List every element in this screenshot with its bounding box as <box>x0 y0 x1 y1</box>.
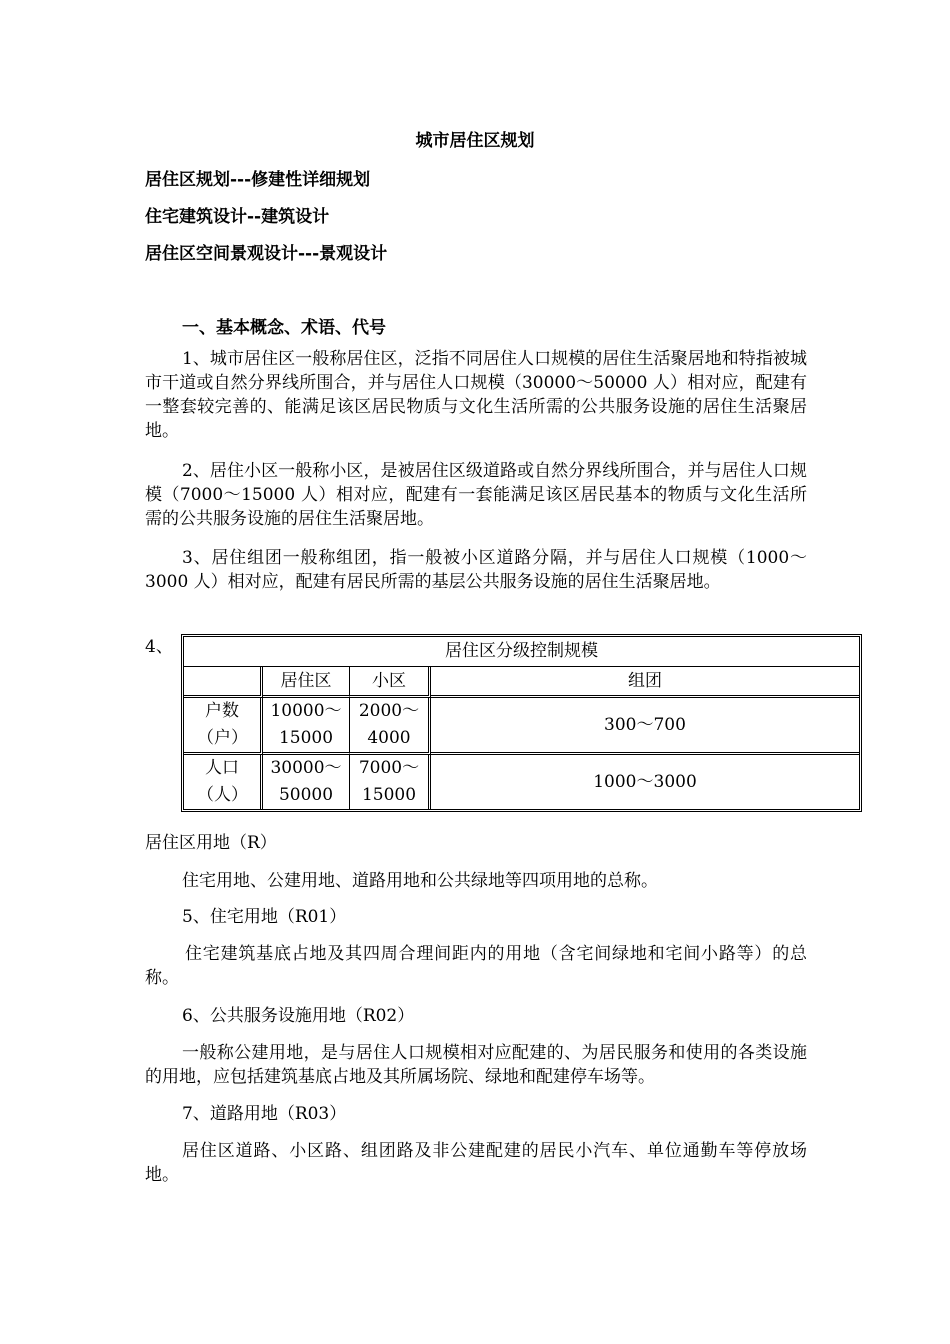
land-r03-desc: 居住区道路、小区路、组团路及非公建配建的居民小汽车、单位通勤车等停放场地。 <box>145 1141 807 1185</box>
cell-population-group: 1000～3000 <box>593 771 697 792</box>
land-r02-desc: 一般称公建用地，是与居住人口规模相对应配建的、为居民服务和使用的各类设施的用地，应包括建筑基底占地及其所属场院、绿地和配建停车场等。 <box>145 1043 807 1087</box>
table-header-district: 居住区 <box>263 667 350 698</box>
paragraph-residential-quarter: 2、居住小区一般称小区，是被居住区级道路或自然分界线所围合，并与居住人口规模（7000～15000 人）相对应，配建有一套能满足该区居民基本的物质与文化生活所需的公共服务设施的居住生活聚居地。 <box>145 461 807 529</box>
land-r03-title: 7、道路用地（R03） <box>182 1104 347 1124</box>
land-r-desc: 住宅用地、公建用地、道路用地和公共绿地等四项用地的总称。 <box>182 871 658 891</box>
cell-households-quarter: 2000～4000 <box>358 701 420 748</box>
cell-population-district: 30000～50000 <box>270 758 342 805</box>
document-title: 城市居住区规划 <box>415 131 535 151</box>
cell-population-quarter: 7000～15000 <box>358 758 420 805</box>
land-r-title: 居住区用地（R） <box>145 833 277 853</box>
cell-households-district: 10000～15000 <box>270 701 342 748</box>
subline-architecture-design: 住宅建筑设计--建筑设计 <box>145 207 330 227</box>
paragraph-residential-group: 3、居住组团一般称组团，指一般被小区道路分隔，并与居住人口规模（1000～3000 人）相对应，配建有居民所需的基层公共服务设施的居住生活聚居地。 <box>145 548 807 592</box>
row-label-households: 户数（户） <box>197 701 248 748</box>
subline-landscape-design: 居住区空间景观设计---景观设计 <box>145 244 388 264</box>
land-r01-title: 5、住宅用地（R01） <box>182 907 347 927</box>
table-row <box>184 755 859 809</box>
table-header-empty <box>184 667 263 698</box>
table-header-group: 组团 <box>431 667 859 698</box>
scale-control-table <box>181 634 862 812</box>
table-row <box>184 698 859 755</box>
subline-detailed-planning: 居住区规划---修建性详细规划 <box>145 170 371 190</box>
paragraph-residential-district: 1、城市居住区一般称居住区，泛指不同居住人口规模的居住生活聚居地和特指被城市干道或自然分界线所围合，并与居住人口规模（30000～50000 人）相对应，配建有一整套较完善的、能满足该区居民物质与文化生活所需的公共服务设施的居住生活聚居地。 <box>145 349 807 441</box>
item-4-mark: 4、 <box>145 637 173 657</box>
row-label-population: 人口（人） <box>197 758 248 805</box>
table-caption: 居住区分级控制规模 <box>184 637 859 667</box>
table-header-quarter: 小区 <box>350 667 431 698</box>
cell-households-group: 300～700 <box>431 698 859 755</box>
land-r02-title: 6、公共服务设施用地（R02） <box>182 1006 415 1026</box>
land-r01-desc: 住宅建筑基底占地及其四周合理间距内的用地（含宅间绿地和宅间小路等）的总称。 <box>145 944 807 988</box>
section-heading: 一、基本概念、术语、代号 <box>182 318 386 338</box>
